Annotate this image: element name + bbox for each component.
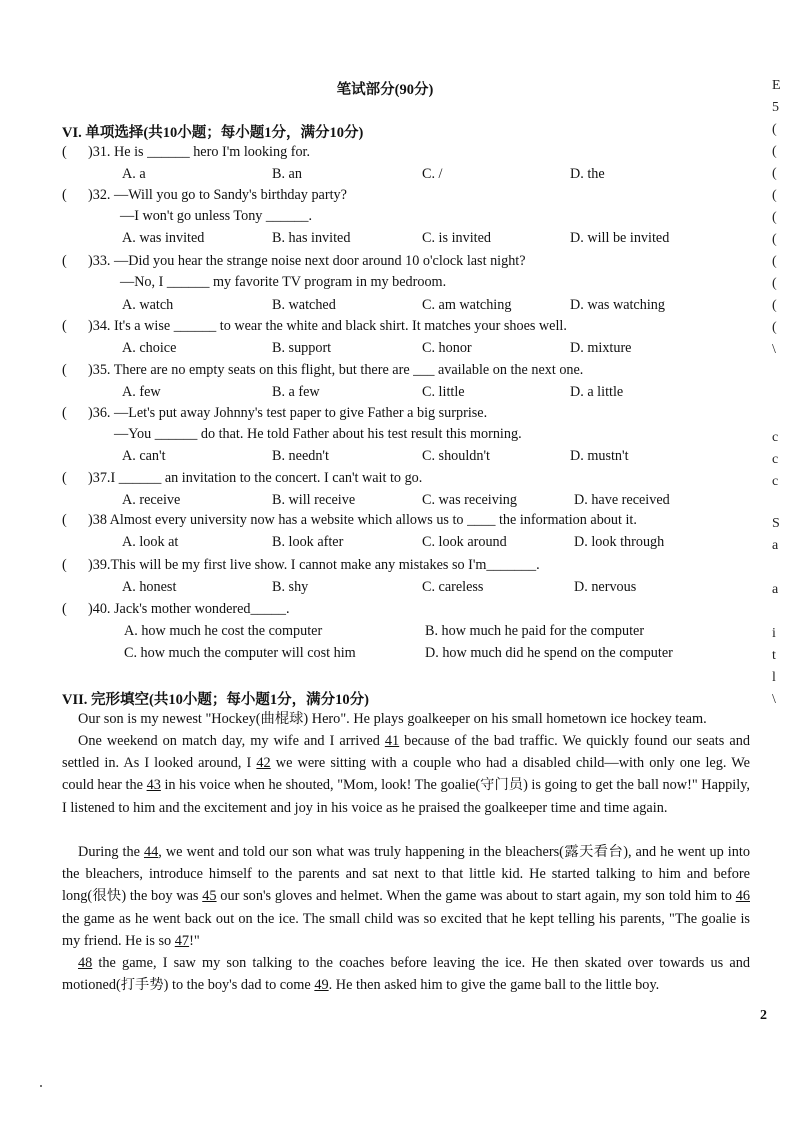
option: A. watch xyxy=(122,297,174,313)
question-stem: )39.This will be my first live show. I cannot make any mistakes so I'm_______. xyxy=(88,557,540,573)
edge-char: ( xyxy=(772,122,777,137)
option: C. look around xyxy=(422,534,507,550)
option: D. a little xyxy=(570,384,624,400)
passage-text: One weekend on match day, my wife and I arrived xyxy=(78,733,385,749)
option: C. honor xyxy=(422,340,472,356)
scan-dot xyxy=(40,1085,42,1087)
blank-43: 43 xyxy=(146,777,161,794)
question-40 xyxy=(62,601,290,621)
option: C. was receiving xyxy=(422,492,517,508)
page-title: 笔试部分(90分) xyxy=(336,82,434,98)
option: A. honest xyxy=(122,579,177,595)
option: B. support xyxy=(272,340,332,356)
answer-paren: ( xyxy=(62,318,67,334)
answer-paren: ( xyxy=(62,253,67,269)
edge-char: ( xyxy=(772,254,777,269)
option: D. was watching xyxy=(570,297,665,313)
edge-char: t xyxy=(772,648,776,663)
option: D. will be invited xyxy=(570,230,670,246)
passage-paragraph-1 xyxy=(62,708,750,730)
option: D. mixture xyxy=(570,340,632,356)
blank-42: 42 xyxy=(256,755,271,772)
question-stem: )34. It's a wise ______ to wear the white and black shirt. It matches your shoes well. xyxy=(88,318,567,334)
option: A. choice xyxy=(122,340,177,356)
question-stem: )40. Jack's mother wondered_____. xyxy=(88,601,290,617)
edge-char: ( xyxy=(772,298,777,313)
answer-paren: ( xyxy=(62,601,67,617)
option: C. how much the computer will cost him xyxy=(124,645,356,661)
question-stem: )32. —Will you go to Sandy's birthday party? xyxy=(88,187,347,203)
passage-paragraph-4 xyxy=(62,952,750,996)
option: D. look through xyxy=(574,534,665,550)
option: C. little xyxy=(422,384,465,400)
option: A. was invited xyxy=(122,230,205,246)
option: B. shy xyxy=(272,579,309,595)
question-32 xyxy=(62,187,347,207)
edge-char: \ xyxy=(772,692,776,707)
question-36 xyxy=(62,405,487,425)
edge-char: ( xyxy=(772,210,777,225)
passage-text: the game, I saw my son talking to the coaches before leaving the ice. He then skated over towards us and motioned(打手势) to the boy's dad to come xyxy=(62,955,750,994)
question-37 xyxy=(62,470,422,490)
option: C. careless xyxy=(422,579,484,595)
passage-text: . He then asked him to give the game ball to the little boy. xyxy=(328,977,660,994)
option: A. receive xyxy=(122,492,181,508)
edge-char: l xyxy=(772,670,776,685)
edge-char: ( xyxy=(772,276,777,291)
option: A. how much he cost the computer xyxy=(124,623,323,639)
edge-char: c xyxy=(772,430,779,445)
option: A. few xyxy=(122,384,161,400)
passage-text: !" xyxy=(189,932,200,949)
answer-paren: ( xyxy=(62,405,67,421)
passage-paragraph-3 xyxy=(62,841,750,952)
option: C. am watching xyxy=(422,297,512,313)
edge-char: ( xyxy=(772,320,777,335)
option: D. how much did he spend on the computer xyxy=(425,645,673,661)
option: B. look after xyxy=(272,534,344,550)
edge-char: a xyxy=(772,538,779,553)
question-31 xyxy=(62,144,310,164)
option: A. a xyxy=(122,166,146,182)
blank-48: 48 xyxy=(78,955,93,971)
blank-49: 49 xyxy=(314,977,329,994)
blank-46: 46 xyxy=(735,888,750,905)
answer-paren: ( xyxy=(62,144,67,160)
option: B. has invited xyxy=(272,230,351,246)
blank-41: 41 xyxy=(384,733,400,749)
edge-char: \ xyxy=(772,342,776,357)
question-stem: )37.I ______ an invitation to the concert. I can't wait to go. xyxy=(88,470,423,486)
passage-paragraph-2 xyxy=(62,730,750,819)
edge-char: ( xyxy=(772,188,777,203)
edge-char: S xyxy=(772,516,780,531)
question-stem: )38 Almost every university now has a website which allows us to ____ the information about it. xyxy=(88,512,637,528)
question-38 xyxy=(62,512,637,532)
option: C. is invited xyxy=(422,230,491,246)
passage-text: we were sitting with a couple who had a disabled child—with only one leg. We could hear the xyxy=(62,755,750,794)
passage-text: in his voice when he shouted, "Mom, look! The goalie(守门员) is going to get the ball now!" Happily, I listened to him and the excitement and joy in his voice as he praised the goalkeeper time and time again. xyxy=(62,777,750,816)
edge-char: ( xyxy=(772,232,777,247)
blank-44: 44 xyxy=(143,844,159,860)
option: C. / xyxy=(422,166,443,182)
edge-char: c xyxy=(772,474,779,489)
option: B. a few xyxy=(272,384,320,400)
passage-text: , we went and told our son what was truly happening in the bleachers(露天看台), and he went up into the bleachers, introduce himself to the parents and sat next to that little kid. He started talking to him and before long(很快) the boy was xyxy=(62,844,750,905)
answer-paren: ( xyxy=(62,557,67,573)
option: B. needn't xyxy=(272,448,329,464)
edge-char: 5 xyxy=(772,100,779,115)
passage-text: because of the bad traffic. We quickly found our seats and settled in. As I looked around, I xyxy=(62,733,750,772)
section-7-title: VII. 完形填空(共10小题；每小题1分，满分10分) xyxy=(62,692,369,708)
passage-text: During the xyxy=(78,844,144,860)
option: B. will receive xyxy=(272,492,356,508)
edge-char: ( xyxy=(772,166,777,181)
answer-paren: ( xyxy=(62,512,67,528)
answer-paren: ( xyxy=(62,362,67,378)
question-stem: )36. —Let's put away Johnny's test paper to give Father a big surprise. xyxy=(88,405,488,421)
question-39 xyxy=(62,557,540,577)
question-stem: )35. There are no empty seats on this flight, but there are ___ available on the next one. xyxy=(88,362,584,378)
question-line-2: —No, I ______ my favorite TV program in my bedroom. xyxy=(120,274,447,290)
question-34 xyxy=(62,318,567,338)
question-stem: )31. He is ______ hero I'm looking for. xyxy=(88,144,311,160)
blank-47: 47 xyxy=(174,932,190,949)
question-line-2: —I won't go unless Tony ______. xyxy=(120,208,313,224)
passage-text: Our son is my newest "Hockey(曲棍球) Hero". He plays goalkeeper on his small hometown ice hockey team. xyxy=(78,711,707,727)
option: B. watched xyxy=(272,297,336,313)
edge-char: a xyxy=(772,582,779,597)
option: D. the xyxy=(570,166,605,182)
question-35 xyxy=(62,362,583,382)
passage-text: our son's gloves and helmet. When the game was about to start again, my son told him to xyxy=(216,888,736,905)
option: A. can't xyxy=(122,448,166,464)
option: D. have received xyxy=(574,492,670,508)
page-number: 2 xyxy=(760,1008,767,1023)
option: D. nervous xyxy=(574,579,637,595)
edge-char: i xyxy=(772,626,776,641)
option: B. an xyxy=(272,166,302,182)
question-line-2: —You ______ do that. He told Father about his test result this morning. xyxy=(114,426,522,442)
edge-char: E xyxy=(772,78,781,93)
answer-paren: ( xyxy=(62,470,67,486)
blank-45: 45 xyxy=(202,888,217,905)
edge-char: ( xyxy=(772,144,777,159)
option: B. how much he paid for the computer xyxy=(425,623,645,639)
section-6-title: VI. 单项选择(共10小题；每小题1分，满分10分) xyxy=(62,125,364,141)
answer-paren: ( xyxy=(62,187,67,203)
option: A. look at xyxy=(122,534,179,550)
option: D. mustn't xyxy=(570,448,629,464)
edge-char: c xyxy=(772,452,779,467)
question-stem: )33. —Did you hear the strange noise next door around 10 o'clock last night? xyxy=(88,253,526,269)
question-33 xyxy=(62,253,526,273)
passage-text: the game as he went back out on the ice. The small child was so excited that he kept telling his parents, "The goalie is my friend. He is so xyxy=(62,910,750,949)
option: C. shouldn't xyxy=(422,448,490,464)
